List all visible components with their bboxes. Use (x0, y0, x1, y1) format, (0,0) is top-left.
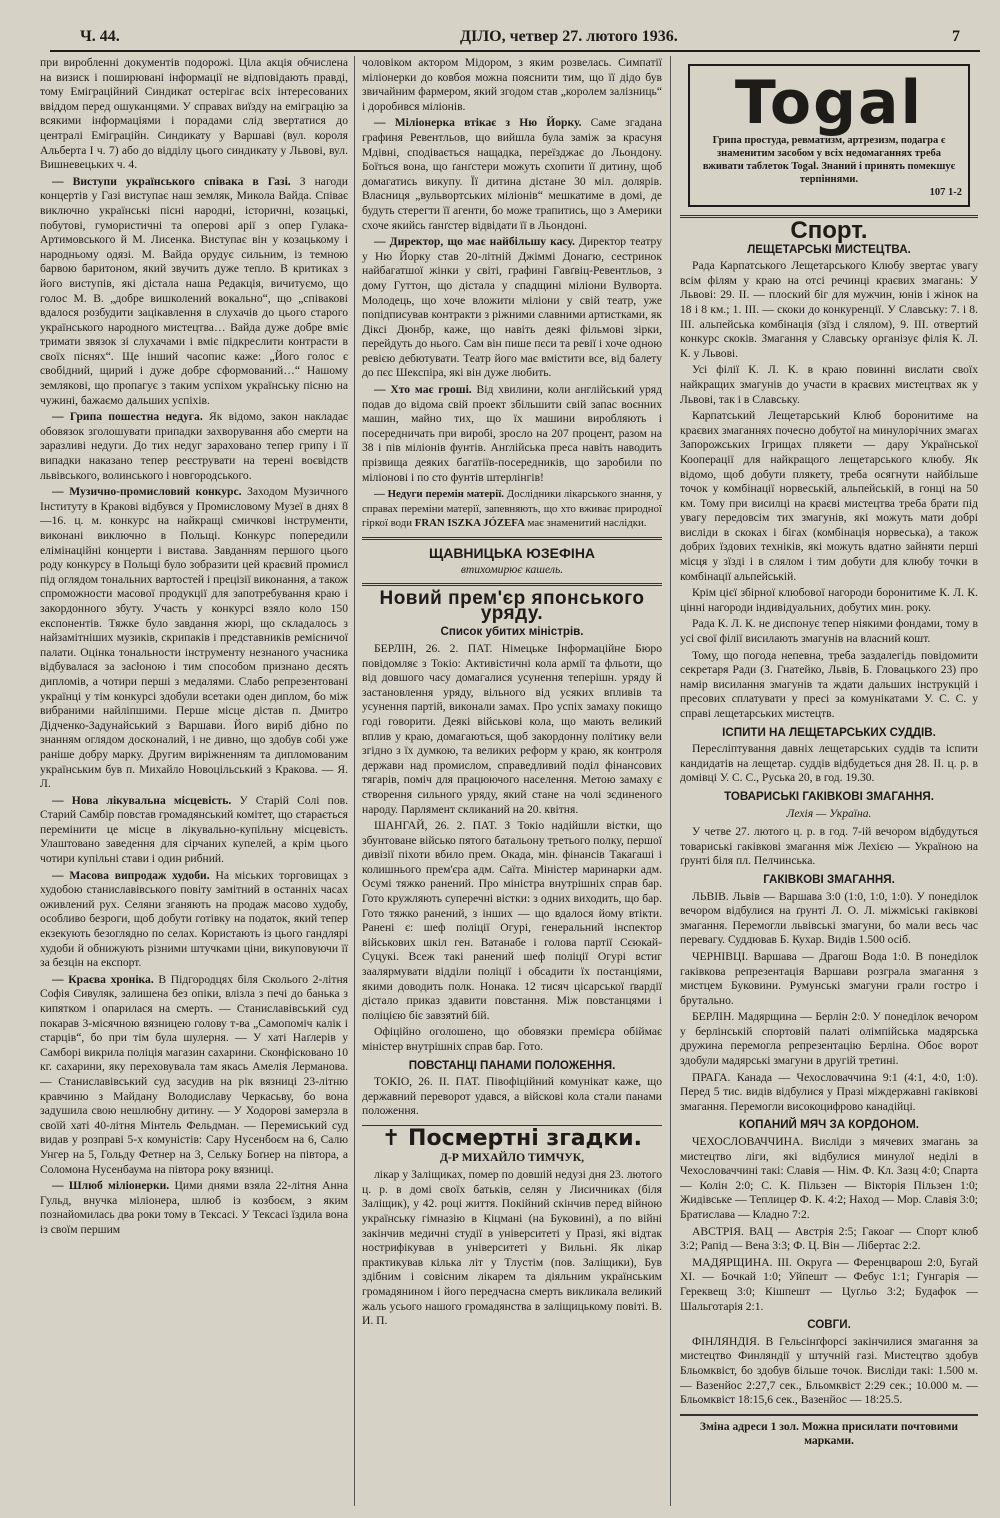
headline: Новий прем'єр японського уряду. (379, 588, 645, 624)
togal-logo: Togal (734, 68, 924, 138)
column-rule (670, 56, 671, 1506)
article-heading: — Міліонерка втікає з Ню Йорку. (374, 116, 582, 130)
article-text: Усі філії К. Л. К. в краю повинні вислати своїх найкращих змагунів до участи в краєвих мистецтвах як у Львові, так і в Славську. (680, 363, 978, 406)
article-text: ТОКІО, 26. ІІ. ПАТ. Півофіційний комунікат каже, що державний переворот удався, а війскові кола стали панами положення. (362, 1075, 662, 1118)
article-text: Саме згадана графиня Ревентльов, що вийшла була заміж за красуня Мдівні, сподівається нащадка, переїзджає до Льондону. Боїться вона, що ґанґстери можуть схопити її дитину, щоб домагатись викупу. Її дитина дістане 30 міл. долярів. Власниця „вульвортських міліонів“ мешкатиме в домі, де будуть стерегти її агенти, бо може трапитись, що з Америки схоче якийсь ґанґстер відвідати її в Льондоні. (362, 116, 662, 232)
article-heading: КОПАНИЙ МЯЧ ЗА КОРДОНОМ. (739, 1118, 919, 1132)
ad-title: ЩАВНИЦЬКА ЮЗЕФІНА (428, 545, 596, 561)
column-middle (362, 56, 662, 1506)
article (40, 175, 348, 409)
article-heading: ГАКІВКОВІ ЗМАГАННЯ. (763, 872, 895, 886)
article-text: На міських торговищах з худобою станиславівського повіту замітний в останніх часах оживлений рух. Селяни зганяють на продаж масово худобу, особливо безроги, щоб добути готівку на податок, який тепер екзекують безоглядно по селах. Користають із цього гандлярі худоби й обнижують різними штучками ціни, викуповуючи її за безцін на експорт. (40, 868, 348, 970)
article-text: У Старій Солі пов. Старий Самбір повстав громадянський комітет, що старається перемінити це місце в лікувально-купільну місцевість. Улаштовано заведення для сірчаних купелей, а крім цього чотири купільні стави і один рибний. (40, 793, 348, 866)
article-text: МАДЯРЩИНА. III. Округа — Ференцварош 2:0, Бугай XI. — Бочкай 1:0; Уйпешт — Фебус 1:1; Гунгарія — Гереквещ 3:0; Кішпешт — Цуґльо 3:2; Будафок — Шальготарія 2:1. (680, 1255, 978, 1313)
article-heading: — Масова випродаж худоби. (52, 868, 210, 882)
article (40, 869, 348, 971)
article-heading: — Директор, що має найбільшу касу. (374, 235, 575, 249)
article-text: має знаменитий наслідки. (527, 517, 647, 530)
article (362, 235, 662, 381)
article (362, 116, 662, 233)
column-rule (354, 56, 355, 1506)
article-heading: СОВГИ. (807, 1318, 851, 1332)
article-text: Крім цієї збірної клюбової нагороди боронитиме К. Л. К. цінні нагороди індивідуальних, добутих мин. року. (680, 586, 978, 614)
article-heading: ТОВАРИСЬКІ ГАКІВКОВІ ЗМАГАННЯ. (724, 789, 934, 803)
column-left (40, 56, 348, 1506)
page-number: 7 (952, 28, 960, 45)
article-heading: — Недуги перемін матерії. (374, 488, 504, 501)
article-heading: — Шлюб міліонерки. (52, 1179, 170, 1193)
article-text: Від хвилини, коли англійський уряд подав до відома свій проект збільшити свій запас воєнних машин, майно тих, що їх машини виробляють і посередничать при виробі, зросло на 207 процент, разом на 38 і пів міліонів фунтів. Англійська преса навіть наводить прізвища деяких багатіїв-посередників, що заробили по міліонові і по сто фунтів штерлінгів! (362, 383, 662, 484)
article-heading: ЛЕЩЕТАРСЬКІ МИСТЕЦТВА. (747, 242, 911, 256)
article-text: ЧЕРНІВЦІ. Варшава — Драгош Вода 1:0. В понеділок гаківкова репрезентація Варшави розграла змагання з мистцем Буковини. Румунські змагуни грали гостро і брутально. (680, 949, 978, 1007)
subheadline: Список убитих міністрів. (440, 625, 584, 639)
article-heading: — Музично-промисловий конкурс. (52, 485, 242, 499)
article-text: Рада Карпатського Лещетарського Клюбу звертає увагу всім філям у краю на отсі речинці краєвих змагань: У Львові: 29. ІІ. — плоский біг для мужчин, юнів і жінок на 18 і 8 км.; 1. ІІІ. — скоки до конкуренції. У Славську: 7. і 8. ІІІ. альпейська комбінація (зїзд і слялом), 9. ІІІ. отвертий конкурс скоків. Змагання у Славську організує філія К. Л. К. у Львові. (680, 259, 978, 360)
obituary-name: Д-Р МИХАЙЛО ТИМЧУК, (439, 1150, 585, 1164)
article-text: Директор театру у Ню Йорку став 20-літній Джіммі Донагю, сестринок найбагатшої жінки у світі, графині Гавґвіц-Ревентльов, з дому Гуттон, що дістала у спадщині міліони Вулворта. Молодець, що хоче вложити міліони у свій театр, уже попідписував контракти з ріжними славними артистками, як Діксі Дюнбр, каже, що навіть деякі фільмові зірки, перейдуть до нього. Сам він пише пєси та ревії і хоче одною ревією дебютувати. Театр його має вмістити все, від балету до пєс Шекспіра, які він дуже любить. (362, 235, 662, 380)
article-text: ШАНГАЙ, 26. 2. ПАТ. З Токіо надійшли вістки, що збунтоване військо пятого батальону третього полку, першої дивізії піхоти вбило прем. Окада, мін. фінансів Такагаші і колишнього прем'єра адм. Саїта. Міністер маринарки адм. Осумі тяжко ранений. Про міністра внутрішніх справ бар. Гото кружляють суперечні вістки: з одних виходить, що бар. Гото тяжко ранений, з інших — що вдалося йому втікти. Ранені є: шеф поліції Огурі, генеральний інспектор військових шкіл ген. Ватанабе і голова партії Сєюкай-Суцукі. Всеж такі ранений шеф поліції Огурі встиг заалярмувати відділи поліції і обсадити їх постанціями, якими доводить полк. Нонака. 12 тисяч цісарської ґвардії дістало приказ здавити повстання. Між повстанцями і поліцією біє завзятий бій. (362, 819, 662, 1022)
togal-ad (688, 64, 970, 207)
ad-subtitle: втихомирює кашель. (460, 562, 564, 576)
article-heading: ІСПИТИ НА ЛЕЩЕТАРСЬКИХ СУДДІВ. (722, 725, 936, 739)
article (362, 383, 662, 485)
divider (362, 537, 662, 540)
article-text: Тому, що погода непевна, треба заздалегідь повідомити секретаря Ради (З. Гнатейко, Львів, Б. Гловацького 23) про намір висилання змагунів та ждати дальших інструкцій і пресових сплатувати у пресі за комунікатами У. С. С. у справі лещетарських мистецтв. (680, 648, 978, 720)
article-heading: — Хто має гроші. (374, 383, 472, 397)
advertorial (362, 487, 662, 531)
column-right (680, 56, 978, 1506)
article-text: лікар у Заліщиках, помер по довшій недузі дня 23. лютого ц. р. в домі своїх батьків, селян у Лисичниках (біля Заліщик), у 42. році життя. Покійний скінчив перед війною українську гімназію в Кіцмані (на Буковині), а по війні закінчив медичні студії в університеті у Празі, які відтак нострифікував в університеті у Вильні. Як лікар практикував кілька літ у Тлустім (пов. Заліщики), Був здібним і совісним лікарем та діяльним українським громадянином і його передчасна смерть викликала великий жаль усього нашого громадянства в заліщицькому повіті. В. И. П. (362, 1168, 662, 1328)
ad-text: Грипа простуда, ревматизм, артрезизм, подагра є знаменитим засобом у всіх недомаганнях треба вживати таблеток Togal. Знаний і принять помекшує терпіннями. (702, 135, 956, 185)
obituary-title: ✝ Посмертні згадки. (381, 1125, 643, 1151)
article-heading: — Грипа пошестна недуга. (52, 410, 203, 424)
article-text: чоловіком актором Мідором, з яким розвелась. Симпатії міліонерки до ковбоя можна пояснити тим, що її дідо був звичайним фармером, який згодом став „королем залізниць“ і доробився міліонів. (362, 56, 662, 113)
issue-number: Ч. 44. (80, 28, 120, 45)
section-title: Спорт. (790, 217, 868, 244)
article-text: Як відомо, закон накладає обовязок зголошувати припадки захворування або смерти на заразливі недуги. До тих недуг зараховано тепер грипу і її випадки наказано тепер реєструвати на терені воєвідств львівського, волинського і новгородського. (40, 410, 348, 482)
article-heading: ПОВСТАНЦІ ПАНАМИ ПОЛОЖЕННЯ. (408, 1058, 616, 1072)
article-text: БЕРЛІН. Мадярщина — Берлін 2:0. У понеділок вечором у берлінській спортовій палаті олімпійська мадярська дружина перемогла репрезентацію Берліна. Обоє ворот здобули мадярські змагуни в другій третині. (680, 1010, 978, 1068)
article-text: З нагоди концертів у Газі виступає наш земляк, Микола Вайда. Співає виключно українські пісні народні, історичні, козацькі, побутові, гумористичні та оперові арії з опер Гулака-Артимовського й М. Лисенка. Виступає він у козацькому і народньому одязі. М. Вайда орудує сильним, із темною барвою баритоном, який звучить дуже тепло. В критиках з його виступів, які дістала наша Редакція, вичитуємо, що голос М. В. „добре вишколений вокально“, що „співакові вдалося розбудити зацікавлення в слухачів до цього старого українського народного мистецтва… Вайда дуже добре вміє тримати звязок зі слухачами і вміє підкреслити контрасти в своїх піснях“. Ще інший часопис каже: „Його голос є свобідний, щирий і дуже добре сформований…“ Нашому землякові, що пропагує з таким успіхом українську пісню на чужині, бажаємо дальших успіхів. (40, 174, 348, 407)
article-text: Заходом Музичного Інституту в Кракові відбувся у Промисловому Музеї в днях 8—16. ц. м. конкурс на найкращі смичкові інструменти, виконані виключно в Польщі. Конкурс попередили елімінаційні концерти і виставa. Завданням першого цього роду конкурсу в Польщі було зобразити цей краєвий промисл під оглядом тональних вартостей і прецізії виконання, а також спроможности масової продукції для запотребування краю і закордонного збуту. Участь у конкурсі взяло коло 150 експонентів. Тяжке було завдання жюрі, що складалось з найзамітніших музиків, скрипаків і представників ремісничої палати. Оцінка тональности інструменту незнаного учасника відбувалася за засłоною і тим способом признано десять дипломів, а чотири перші з медалями. Слабо репрезентовані українці у тім конкурсі здобули всетаки оден диплом, бо між вибраними найліпшими. Перше місце дістав п. Дмитро Дідченко-Задунайський з Варшави. Його виріб дібно по знанням оглядом досконалий, і не дивно, що здобув собі уже раніше добру марку. Другим виріжненням та дипломованим українським був п. Михайло Новоцільський з Кракова. — Я. Л. (40, 485, 348, 791)
article-subheading: Лехія — Україна. (786, 806, 872, 820)
article-text: Дослідники лікарського знання, у справах переміни матерії, запевняють, що хто вживає природної гіркої води (362, 488, 662, 530)
article (40, 794, 348, 867)
article-heading: — Нова лікувальна місцевість. (52, 793, 232, 807)
article-text: Рада К. Л. К. не диспонує тепер ніякими фондами, тому в усі свої філії висилають змагунів на власний кошт. (680, 617, 978, 646)
article-text: ЧЕХОСЛОВАЧЧИНА. Висліди з мячевих змагань за мистецтво ліги, які відбулися минулої неділі в Чехословаччині такі: Славія — Нім. Ф. Кл. Зазц 4:0; Спарта — Колін 2:0; С. К. Пільзен — Вікторія Пільзен 1:0; Жидівське — Теплицер Ф. К. 4:2; Наход — Мор. Славія 3:0; Братислава — Кладно 7:2. (680, 1135, 978, 1221)
article-text: Пересліптування давніх лещетарських суддів та іспити кандидатів на лещетар. суддів відбудеться дня 28. II. ц. р. в домівці У. С. С., Руська 20, в год. 19.30. (680, 742, 978, 785)
article-text: Цими днями взяла 22-літня Анна Гульд, внучка міліонера, шлюб із козбоєм, з яким познайомилась два роки тому в Тексасі. У Тексасі їздила вона із своїм першим (40, 1179, 348, 1236)
masthead-title-date: ДІЛО, четвер 27. лютого 1936. (460, 28, 678, 45)
article-text: ЛЬВІВ. Львів — Варшава 3:0 (1:0, 1:0, 1:0). У понеділок вечором відбулися на ґрунті Л. О. Л. міжміські гаківкові змагання. Перемогли львівські змагуни, бо мали весь час перевагу. Суддював Б. Кухар. Видів 1.500 осіб. (680, 889, 978, 947)
article-text: Офіційно оголошено, що обовязки премієра обіймає міністер внутрішніх справ бар. Гото. (362, 1025, 662, 1053)
article-heading: — Виступи українського співака в Газі. (52, 174, 291, 188)
footer-note: Зміна адреси 1 зол. Можна присилати почтовими марками. (680, 1414, 978, 1449)
article-text: В Підгородцях біля Сколього 2-літня Софія Сивуляк, залишена без опіки, влізла з печі до банька з кипятком і опарилася на смерть. — Станиславівський суд покарав 3-місячною вязницею голову т-ва „Самопоміч калік і старців“, бо при тім була шулерня. — У хаті Наґлерів у Самборі викрила поліція магазин сахарини. Сконфісковано 10 кг. сахарини, яку переховувала там якась Амелія Лерманова. — Станиславівський суд засудив на рік вязниці 23-літню кравчиню з Майдану Володиславу Черкасьву, бо вона задушила свою нешлюбну дитину. — У Ходорові замерзла в своїй хаті 40-літня Мінтель Фельдман. — Перемиський суд видав у розправі 5-х комуністів: Сару Нусенбоєм на 6, Салю Унгер на 5, Гольду Фетнер на 3, Сельку Боґнер на півтора, а Соломона Нусенбаума на півтора року вязниці. (40, 972, 348, 1176)
article-heading: — Краєва хроніка. (52, 972, 154, 986)
article (40, 973, 348, 1177)
article (40, 485, 348, 791)
brand-name: FRAN ISZKA JÓZEFA (414, 517, 525, 530)
article-text: АВСТРІЯ. ВАЦ — Австрія 2:5; Гакоаг — Спорт клюб 3:2; Рапід — Вена 3:3; Ф. Ц. Він — Лібертас 2:2. (680, 1224, 978, 1253)
article-text: У четве 27. лютого ц. р. в год. 7-ій вечором відбудуться товариські гаківкові змагання між Лехією — Україною на ґрунті біля пл. Пелчинська. (680, 825, 978, 868)
article-text: Карпатський Лещетарський Клюб боронитиме на краєвих змаганнях почесно добутої на минулорічних змагах Запорожських Ігрищах плякети — дару Української Кооперації для найкращого лещетарського клюбу. Як відомо, щоб добути плякету, треба осягнути найбільше точок у комбінації норвеській, альпейській, в гонці на 50 км. Тому при висилці на краєві мистецтва треба брати під увагу передовсім тих змагунів, які можуть мати добрі висліди в скоках і бігах (комбінація норвеська), а також добрих їздових техніків, які можуть вдатно зайняти перші місця у зїзді і в слялом і тим добути для клюбу точки в комбінації альпейській. (680, 409, 978, 583)
article-text: ПРАГА. Канада — Чехословаччина 9:1 (4:1, 4:0, 1:0). Перед 5 тис. видів відбулися у Празі міждержавні гаківкові змагання. Перемогли високоцифрово канадійці. (680, 1070, 978, 1113)
article-text: при виробленні документів подорожі. Ціла акція обчислена на визиск і поширювані інформації не відповідають правді, тому Еміграційний Синдикат остерігає всіх інтересованих ввіддом перед ошуканцями. У справах виїзду на еміграцію за всякими інформаціями і порадами слід звертатися до централі Еміграційн. Синдикату у Варшаві (вул. короля Альберта І ч. 7) або до відділу цього синдикату у Львові, вул. Вишневецьких ч. 4. (40, 56, 348, 172)
masthead (50, 22, 980, 52)
article-text: ФІНЛЯНДІЯ. В Гельсінґфорсі закінчилися змагання за мистецтво Финляндії у штучній газі. Мистецтво здобув Бльомквіст, бо здобув більше точок. Висліди такі: 1.500 м. — Вазенйос 2:27,7 сек., Бльомквіст 2:29 сек.; 10.000 м. — Бльомквіст 18:15,6 сек., Вазенйос — 18:25.5. (680, 1334, 978, 1407)
article (40, 410, 348, 483)
divider (362, 583, 662, 586)
article (40, 1179, 348, 1237)
article-text: БЕРЛІН, 26. 2. ПАТ. Німецьке Інформаційне Бюро повідомляє з Токіо: Активістичні кола армії та фльоти, що від довшого часу домагалися усунення теперішн. уряду й застановлення уряду, вільного від усяких впливів та усунення партій, виконали замах. Про успіх замаху покищо годі говорити. Деякі військові кола, що мають великий вплив у краю, домагаються, щоб закордонну політику вели згідно з їх думкою, та великих реформ у краю, як контроля держави над промислом, справедливий поділ фінансових тягарів, поміч для працюючого населення. Метою замаху є створення сильного уряду, який стане на чолі зєдиненого народу. Парлямент скликаний на 20. квітня. (362, 641, 662, 816)
ad-code: 107 1-2 (929, 187, 962, 198)
